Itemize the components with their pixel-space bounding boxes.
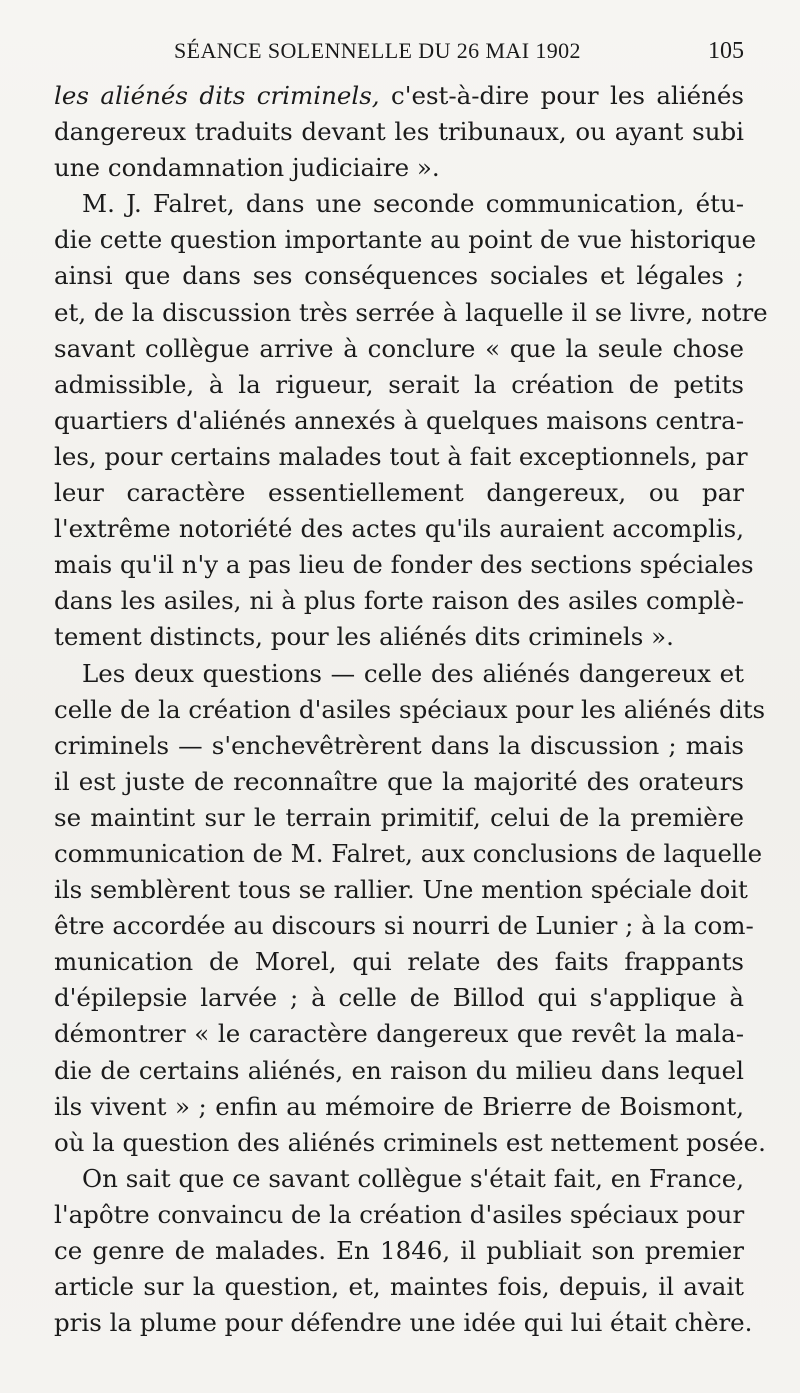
paragraph-first-line: M. J. Falret, dans une seconde communication, étu- <box>82 189 744 219</box>
text-line: les, pour certains malades tout à fait exceptionnels, par <box>54 441 748 471</box>
text-line: l'apôtre convaincu de la création d'asiles spéciaux pour <box>54 1199 745 1229</box>
page-number: 105 <box>708 38 744 64</box>
text-line: ils semblèrent tous se rallier. Une mention spéciale doit <box>54 875 748 905</box>
text-line: ce genre de malades. En 1846, il publiait son premier <box>54 1236 744 1265</box>
text-line: admissible, à la rigueur, serait la création de petits <box>54 369 744 399</box>
header-title: SÉANCE SOLENNELLE DU 26 MAI 1902 <box>174 38 581 63</box>
text-line: communication de M. Falret, aux conclusions de laquelle <box>54 838 763 868</box>
text-line: une condamnation judiciaire ». <box>54 153 440 183</box>
text-line: mais qu'il n'y a pas lieu de fonder des sections spéciales <box>54 550 754 580</box>
text-line: criminels — s'enchevêtrèrent dans la discussion ; mais <box>54 730 744 760</box>
text-line: et, de la discussion très serrée à laquelle il se livre, notre <box>54 297 768 327</box>
text-line: être accordée au discours si nourri de Lunier ; à la com- <box>54 911 754 941</box>
text-line: se maintint sur le terrain primitif, celui de la première <box>54 802 744 832</box>
text-line: dangereux traduits devant les tribunaux, ou ayant subi <box>54 117 744 147</box>
running-header <box>54 38 744 74</box>
text-line: tement distincts, pour les aliénés dits criminels ». <box>54 622 674 652</box>
italic-phrase: les aliénés dits criminels, <box>54 81 380 110</box>
text-line: die cette question importante au point de vue historique <box>54 225 757 255</box>
text-line: savant collègue arrive à conclure « que la seule chose <box>54 333 744 363</box>
text-line: les aliénés dits criminels, c'est-à-dire pour les aliénés <box>54 81 744 110</box>
text-line: il est juste de reconnaître que la majorité des orateurs <box>54 766 744 796</box>
text-line: où la question des aliénés criminels est nettement posée. <box>54 1127 766 1157</box>
text-line: l'extrême notoriété des actes qu'ils auraient accomplis, <box>54 514 744 544</box>
text-line: munication de Morel, qui relate des faits frappants <box>54 947 744 977</box>
text-line: leur caractère essentiellement dangereux, ou par <box>54 478 744 508</box>
text-line: die de certains aliénés, en raison du milieu dans lequel <box>54 1055 744 1085</box>
text-line: celle de la création d'asiles spéciaux pour les aliénés dits <box>54 694 766 724</box>
text-line: d'épilepsie larvée ; à celle de Billod qui s'applique à <box>54 983 744 1013</box>
text-line: démontrer « le caractère dangereux que revêt la mala- <box>54 1019 744 1049</box>
text-line: ainsi que dans ses conséquences sociales et légales ; <box>54 261 744 291</box>
text-line: pris la plume pour défendre une idée qui lui était chère. <box>54 1308 753 1338</box>
text-line: quartiers d'aliénés annexés à quelques maisons centra- <box>54 405 744 435</box>
body-text <box>54 78 768 1341</box>
paragraph-first-line: Les deux questions — celle des aliénés dangereux et <box>82 658 744 688</box>
paragraph-first-line: On sait que ce savant collègue s'était fait, en France, <box>82 1163 744 1193</box>
text-line: article sur la question, et, maintes fois, depuis, il avait <box>54 1272 744 1302</box>
text-line: dans les asiles, ni à plus forte raison des asiles complè- <box>54 586 744 616</box>
text-line: ils vivent » ; enfin au mémoire de Brierre de Boismont, <box>54 1091 744 1121</box>
